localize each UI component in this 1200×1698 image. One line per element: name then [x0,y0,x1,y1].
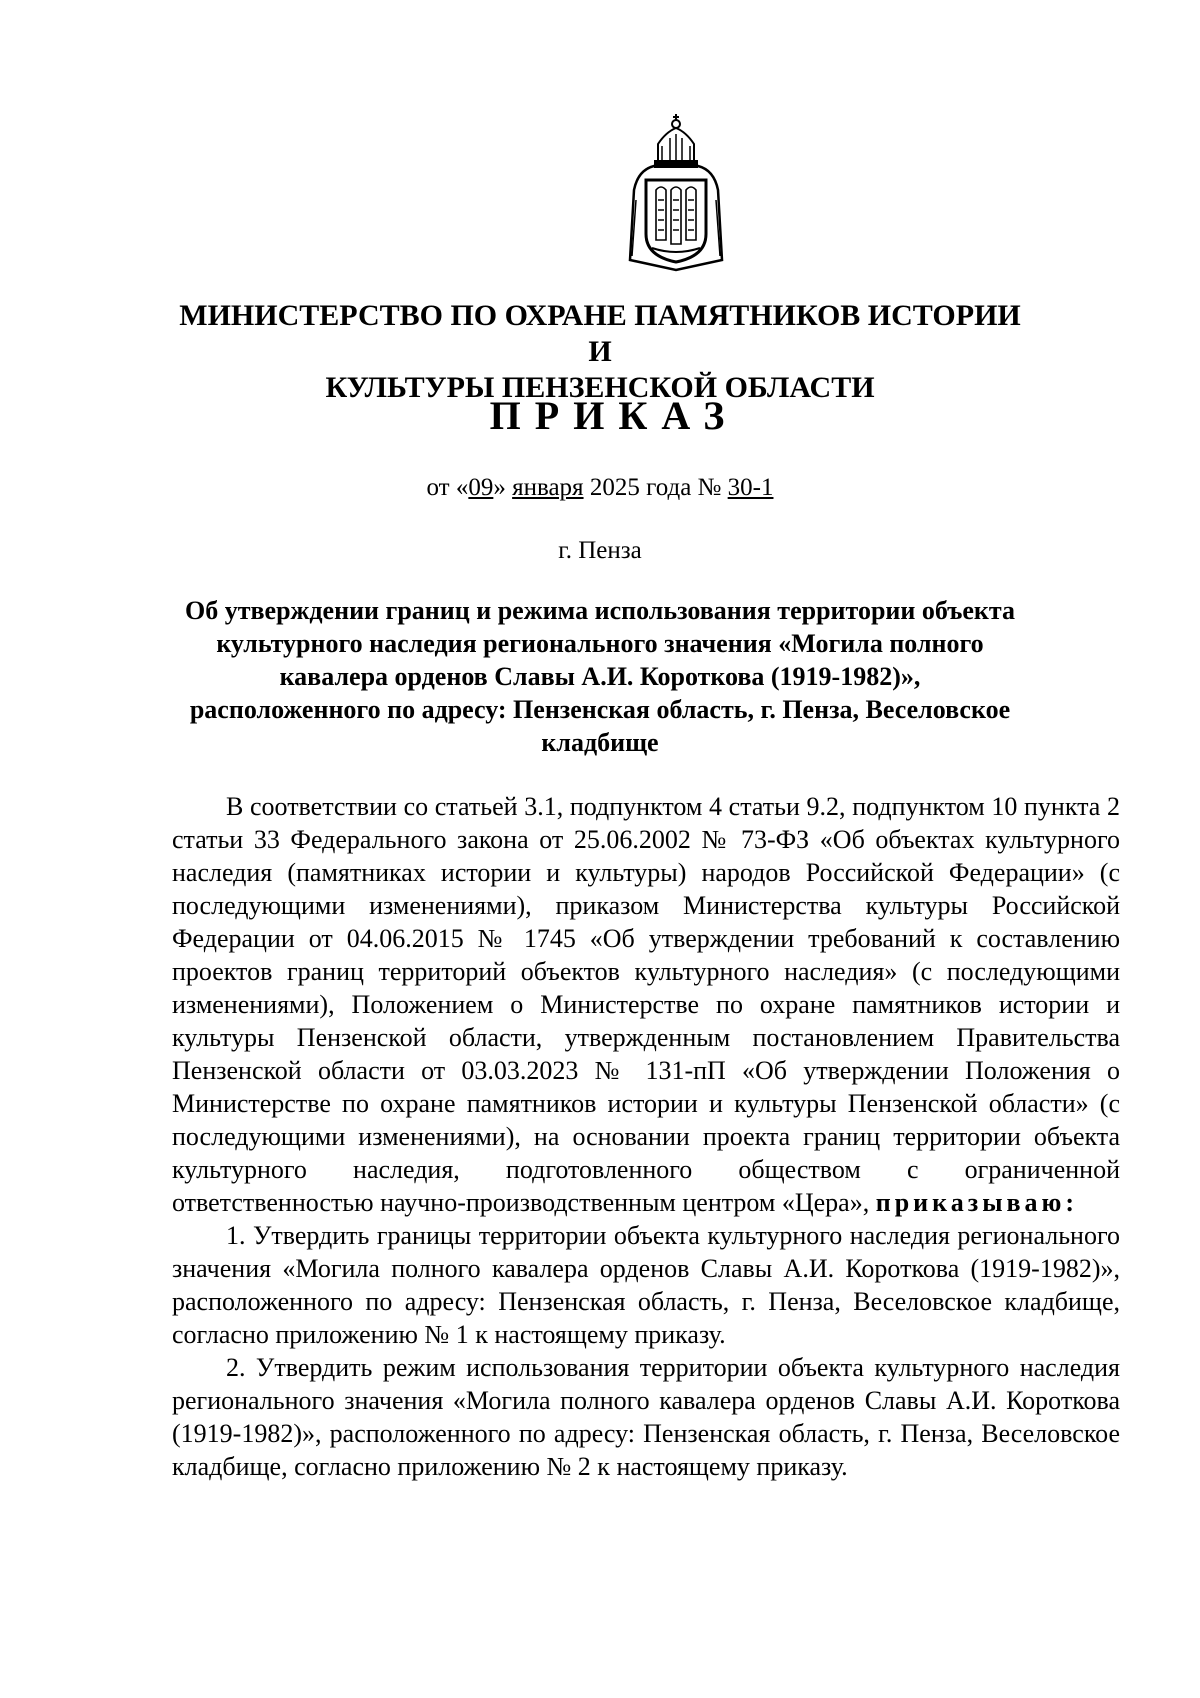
subject-line-1: Об утверждении границ и режима использования территории объекта [185,596,1015,625]
subject-line-4: расположенного по адресу: Пензенская область, г. Пенза, Веселовское [189,695,1011,724]
item-2-paragraph: 2. Утвердить режим использования территории объекта культурного наследия регионального значения «Могила полного кавалера орденов Славы А.И. Короткова (1919-1982)», расположенного по адресу: Пензенская область, г. Пенза, Веселовское кладбище, согласно приложению № 2 к настоящему приказу. [172,1353,1120,1481]
preamble-text: В соответствии со статьей 3.1, подпунктом 4 статьи 9.2, подпунктом 10 пункта 2 статьи 33 Федерального закона от 25.06.2002 № 73-ФЗ «Об объектах культурного наследия (памятниках истории и культуры) народов Российской Федерации» (с последующими изменениями), приказом Министерства культуры Российской Федерации от 04.06.2015 № 1745 «Об утверждении требований к составлению проектов границ территорий объектов культурного наследия» (с последующими изменениями), Положением о Министерстве по охране памятников истории и культуры Пензенской области, утвержденным постановлением Правительства Пензенской области от 03.03.2023 № 131-пП «Об утверждении Положения о Министерстве по охране памятников истории и культуры Пензенской области» (с последующими изменениями), на основании проекта границ территории объекта культурного наследия, подготовленного обществом с ограниченной ответственностью научно-производственным центром «Цера», [172,792,1120,1217]
city: г. Пенза [558,537,642,564]
preamble-paragraph [172,790,1120,1219]
penza-coat-of-arms-icon [628,110,724,272]
date-month: января [512,474,584,501]
date-day: 09 [468,474,494,501]
ministry-line-2: КУЛЬТУРЫ ПЕНЗЕНСКОЙ ОБЛАСТИ [325,371,875,404]
item-1-paragraph: 1. Утвердить границы территории объекта культурного наследия регионального значения «Могила полного кавалера орденов Славы А.И. Короткова (1919-1982)», расположенного по адресу: Пензенская область, г. Пенза, Веселовское кладбище, согласно приложению № 1 к настоящему приказу. [172,1221,1120,1349]
date-year: 2025 года № [583,474,728,501]
order-date-line [300,472,900,504]
subject-line-5: кладбище [541,728,659,757]
order-body [172,790,1120,1483]
subject-line-3: кавалера орденов Славы А.И. Короткова (1919-1982)», [279,662,921,691]
decree-word: приказываю: [875,1188,1079,1217]
subject-line-2: культурного наследия регионального значения «Могила полного [216,629,984,658]
order-subject [185,594,1015,759]
ministry-name [175,298,1025,406]
date-prefix: от « [426,474,469,501]
ministry-line-1: МИНИСТЕРСТВО ПО ОХРАНЕ ПАМЯТНИКОВ ИСТОРИИ И [179,299,1021,368]
order-title: ПРИКАЗ [489,393,739,438]
order-number: 30-1 [727,474,774,501]
date-mid: » [493,474,513,501]
